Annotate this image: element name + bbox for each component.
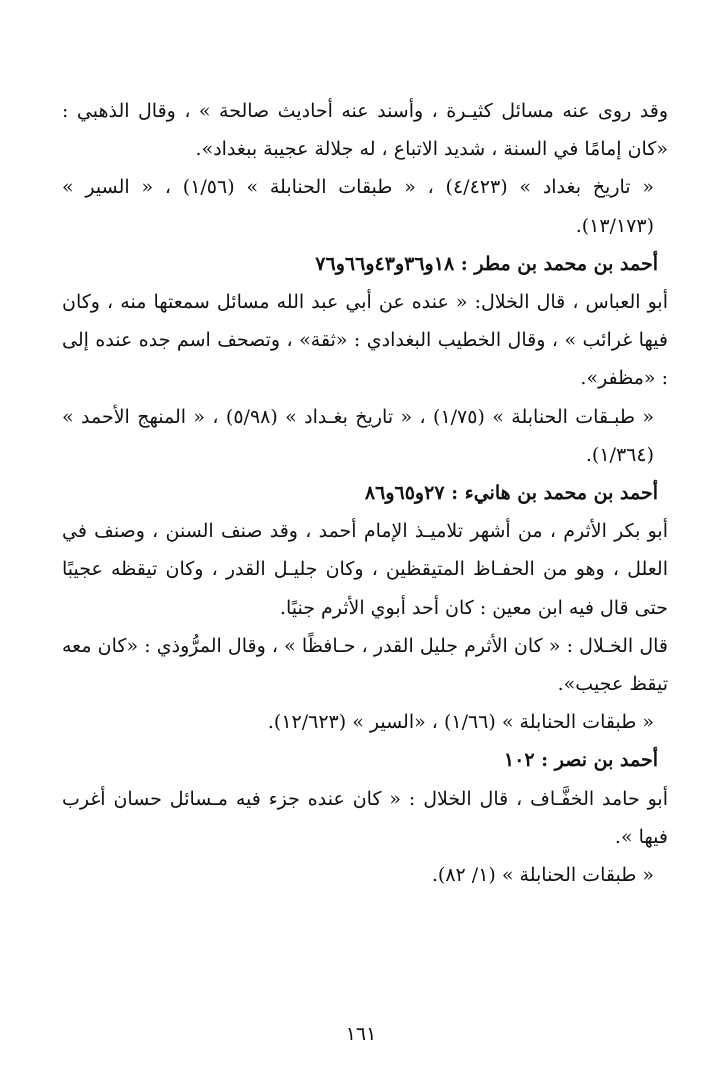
entry-heading bbox=[62, 245, 668, 283]
heading-numbers: ١٠٢ bbox=[503, 749, 535, 772]
source-citation: « تاريخ بغداد » (٤/٤٢٣) ، « طبقات الحنابلة » (١/٥٦) ، « السير » (١٣/١٧٣). bbox=[62, 176, 655, 237]
paragraph-ahmad-first-biography: وقد روى عنه مسائل كثيـرة ، وأسند عنه أحاديث صالحة » ، وقال الذهبي : «كان إمامًا في السنة ، شديد الاتباع ، له جلالة عجيبة ببغداد». bbox=[62, 100, 668, 161]
page-number: ١٦١ bbox=[345, 1023, 377, 1045]
paragraph-biography: أبو العباس ، قال الخلال: « عنده عن أبي عبد الله مسائل سمعتها منه ، وكان فيها غرائب » ، وقال الخطيب البغدادي : «ثقة» ، وتصحف اسم جده عنده إلى : «مظفر». bbox=[62, 291, 668, 390]
entry-heading bbox=[62, 741, 668, 779]
source-citation: « طبقات الحنابلة » (١/٦٦) ، «السير » (١٢/٦٢٣). bbox=[267, 711, 654, 734]
paragraph-biography: أبو بكر الأثرم ، من أشهر تلاميـذ الإمام أحمد ، وقد صنف السنن ، وصنف في العلل ، وهو من الحفـاظ المتيقظين ، وكان جليـل القدر ، وكان تيقظه عجيبًا حتى قال فيه ابن معين : كان أحد أبوي الأثرم جنيًا. bbox=[62, 520, 668, 619]
heading-numbers: ١٨و٣٦و٤٣و٦٦و٧٦ bbox=[315, 252, 455, 275]
heading-numbers: ٢٧و٦٥و٨٦ bbox=[364, 482, 445, 505]
heading-name: أحمد بن محمد بن هانيء : bbox=[451, 482, 658, 505]
heading-name: أحمد بن نصر : bbox=[541, 749, 658, 772]
heading-name: أحمد بن محمد بن مطر : bbox=[460, 252, 658, 275]
paragraph-quote: قال الخـلال : « كان الأثرم جليل القدر ، حـافظًا » ، وقال المرُّوذي : «كان معه تيقظ عجيب». bbox=[62, 634, 668, 696]
source-citation: « طبقات الحنابلة » (١/ ٨٢). bbox=[431, 864, 654, 887]
source-citation: « طبـقات الحنابلة » (١/٧٥) ، « تاريخ بغـداد » (٥/٩٨) ، « المنهج الأحمد » (١/٣٦٤). bbox=[62, 405, 654, 466]
entry-heading bbox=[62, 474, 668, 512]
page-text bbox=[62, 92, 668, 894]
paragraph-biography: أبو حامد الخفَّـاف ، قال الخلال : « كان عنده جزء فيه مـسائل حسان أغرب فيها ». bbox=[62, 787, 668, 848]
